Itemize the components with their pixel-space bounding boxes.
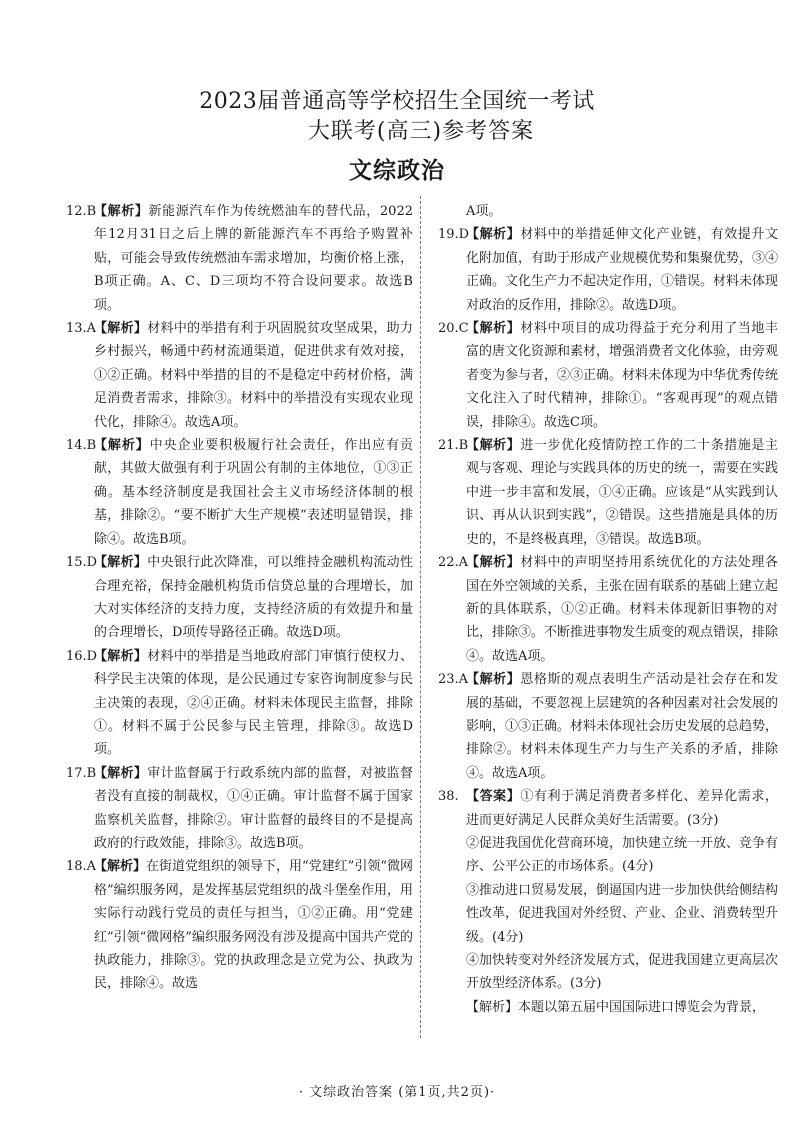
- answer-text: 中央银行此次降准，可以维持金融机构流动性合理充裕，保持金融机构货币信贷总量的合理增长，加大对实体经济的支持力度，支持经济质的有效提升和量的合理增长，D项传导路径正确。故选D项。: [94, 555, 413, 641]
- answer-number: 13.A: [66, 321, 97, 337]
- answer-item-13: [66, 317, 413, 434]
- answer-text: 在街道党组织的领导下，用“党建红”引领“微网格”编织服务网，是发挥基层党组织的战斗堡垒作用，用实际行动践行党员的责任与担当，①②正确。用“党建红”引领“微网格”编织服务网没有涉及提高中国共产党的执政能力，排除③。党的执政理念是立党为公、执政为民，排除④。故选: [94, 859, 413, 992]
- answer-text: 审计监督属于行政系统内部的监督，对被监督者没有直接的制裁权，①④正确。审计监督不属于国家监察机关监督，排除②。审计监督的最终目的不是提高政府的行政效能，排除③。故选B项。: [94, 765, 413, 851]
- analysis-tag: 【解析】: [94, 438, 150, 454]
- answer-item-15: [66, 551, 413, 645]
- subject-heading: 文综政治: [349, 158, 445, 184]
- answer-number: 19.D: [438, 227, 470, 243]
- answer-item-18: [66, 855, 413, 995]
- analysis-tag: 【解析】: [466, 321, 521, 337]
- answer-18-continuation: A项。: [466, 204, 502, 219]
- answer-item-38: [438, 785, 778, 832]
- answer-item-12: [66, 200, 413, 317]
- answer-number: 14.B: [66, 438, 97, 454]
- page-footer: · 文综政治答案 (第1页,共2页)·: [298, 1085, 496, 1100]
- answer-text: 材料中的举措是当地政府部门审慎行使权力、科学民主决策的体现，是公民通过专家咨询制度参与民主决策的表现，②④正确。材料未体现民主监督，排除①。材料不属于公民参与民主管理，排除③。故选D项。: [94, 648, 413, 758]
- answer-number: 20.C: [438, 321, 469, 337]
- answer-item-14: [66, 434, 413, 551]
- analysis-tag: 【解析】: [94, 859, 147, 875]
- answer-number: 22.A: [438, 555, 469, 571]
- answer-item-17: [66, 762, 413, 856]
- answer-number: 16.D: [66, 648, 98, 664]
- answer-text: 新能源汽车作为传统燃油车的替代品，2022年12月31日之后上牌的新能源汽车不再给予购置补贴，可能会导致传统燃油车需求增加，均衡价格上涨，B项正确。A、C、D三项均不符合设问要求。故选B项。: [94, 204, 413, 313]
- answer-text: 材料中项目的成功得益于充分利用了当地丰富的唐文化资源和素材，增强消费者文化体验，由旁观者变为参与者，②③正确。材料未体现为中华优秀传统文化注入了时代精神，排除①。“客观再现”的观点错误，排除④。故选C项。: [466, 321, 779, 430]
- answer-item-20: [438, 317, 778, 434]
- column-divider: [420, 196, 421, 1038]
- answer-text: 材料中的举措延伸文化产业链，有效提升文化附加值，有助于形成产业规模优势和集聚优势，③④正确。文化生产力不起决定作用，①错误。材料未体现对政治的反作用，排除②。故选D项。: [466, 227, 779, 313]
- answer-text: 材料中的声明坚持用系统优化的方法处理各国在外空领域的关系，主张在固有联系的基础上建立起新的具体联系，①②正确。材料未体现新旧事物的对比，排除③。不断推进事物发生质变的观点错误，排除④。故选A项。: [466, 555, 779, 664]
- analysis-tag: 【解析】: [466, 999, 519, 1015]
- answer-item-16: [66, 645, 413, 762]
- analysis-tag: 【解析】: [466, 227, 521, 243]
- answer-number: 12.B: [66, 204, 97, 219]
- answer-item-19: [438, 223, 778, 317]
- answer-number: 38.: [438, 789, 459, 805]
- answer-text: 中央企业要积极履行社会责任，作出应有贡献，其做大做强有利于巩固公有制的主体地位，①③正确。基本经济制度是我国社会主义市场经济体制的根基，排除②。“要不断扩大生产规模”表述明显错误，排除④。故选B项。: [94, 438, 413, 547]
- analysis-tag: 【解析】: [94, 648, 148, 664]
- answer-number: 23.A: [438, 672, 469, 688]
- left-column: [66, 200, 413, 996]
- analysis-text: 本题以第五届中国国际进口博览会为背景，: [518, 999, 766, 1015]
- answer-item-23: [438, 668, 778, 785]
- right-column: [438, 200, 778, 1019]
- answer-number: 15.D: [66, 555, 98, 571]
- answer-point-2: ②促进我国优化营商环境，加快建立统一开放、竞争有序、公平公正的市场体系。(4分): [466, 835, 779, 875]
- analysis-tag: 【解析】: [94, 555, 148, 571]
- answer-point-1: ①有利于满足消费者多样化、差异化需求，进而更好满足人民群众美好生活需要。(3分): [466, 789, 778, 828]
- answer-item-22: [438, 551, 778, 668]
- exam-subtitle: 大联考(高三)参考答案: [307, 119, 535, 144]
- analysis-paragraph: [438, 996, 778, 1019]
- answer-point-4: ④加快转变对外经济发展方式，促进我国建立更高层次开放型经济体系。(3分): [466, 953, 779, 992]
- answer-point-3: ③推动进口贸易发展，倒逼国内进一步加快供给侧结构性改革，促进我国对外经贸、产业、企业、消费转型升级。(4分): [466, 882, 779, 945]
- answer-tag: 【答案】: [466, 789, 521, 805]
- answer-text: 材料中的举措有利于巩固脱贫攻坚成果，助力乡村振兴，畅通中药材流通渠道，促进供求有效对接，①②正确。材料中举措的目的不是稳定中药材价格，满足消费者需求，排除③。材料中的举措没有实现农业现代化，排除④。故选A项。: [94, 321, 413, 430]
- answer-text: 进一步优化疫情防控工作的二十条措施是主观与客观、理论与实践具体的历史的统一，需要在实践中进一步丰富和发展，①④正确。应该是“从实践到认识、再从认识到实践”，②错误。这些措施是具体的历史的，不是终极真理，③错误。故选B项。: [466, 438, 779, 547]
- analysis-tag: 【解析】: [94, 765, 148, 781]
- answer-text: 恩格斯的观点表明生产活动是社会存在和发展的基础，不要忽视上层建筑的各种因素对社会发展的影响，①③正确。材料未体现社会历史发展的总趋势，排除②。材料未体现生产力与生产关系的矛盾，排除④。故选A项。: [466, 672, 779, 781]
- analysis-tag: 【解析】: [466, 672, 521, 688]
- answer-number: 17.B: [66, 765, 97, 781]
- analysis-tag: 【解析】: [94, 204, 149, 219]
- analysis-tag: 【解析】: [466, 438, 521, 454]
- analysis-tag: 【解析】: [466, 555, 521, 571]
- analysis-tag: 【解析】: [94, 321, 148, 337]
- answer-item-21: [438, 434, 778, 551]
- exam-title: 2023届普通高等学校招生全国统一考试: [199, 89, 595, 114]
- answer-number: 21.B: [438, 438, 469, 454]
- answer-number: 18.A: [66, 859, 97, 875]
